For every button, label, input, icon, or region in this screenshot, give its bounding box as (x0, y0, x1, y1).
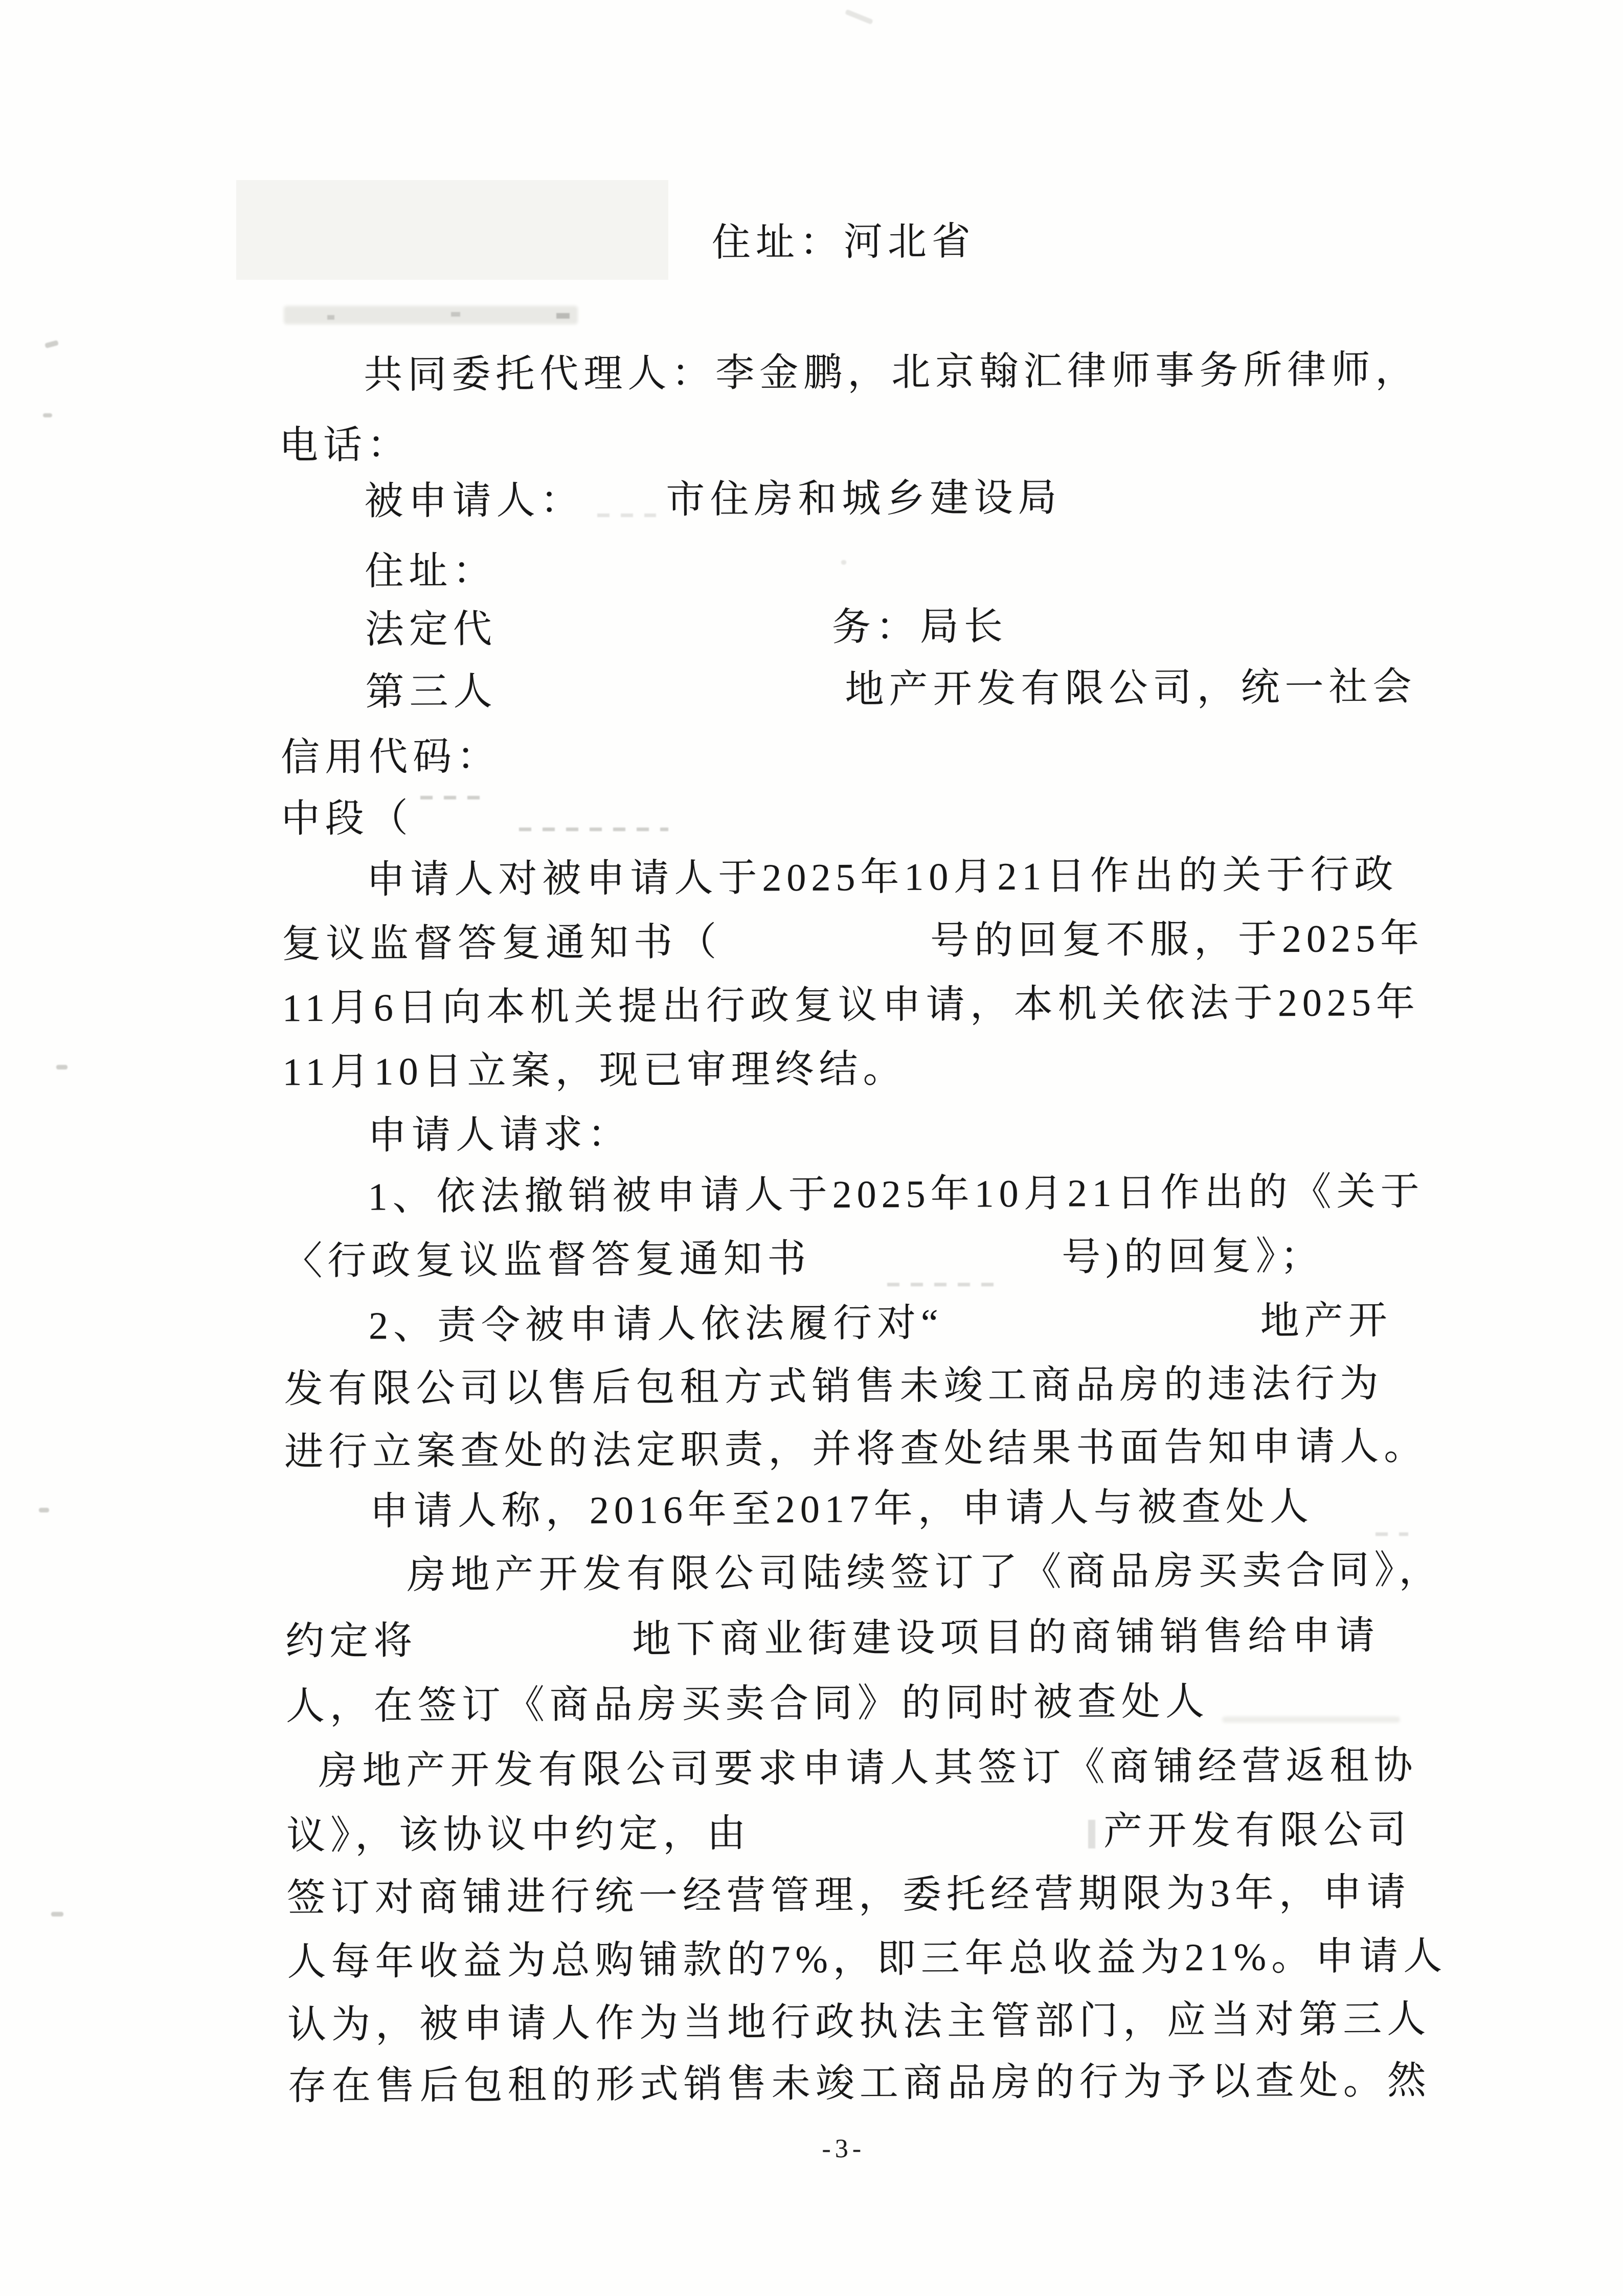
line-case-intro-3 (282, 979, 1420, 1032)
text-segment: 号)的回复》； (1062, 1234, 1324, 1279)
text-segment: 申请人称，2016年至2017年，申请人与被查处人 (369, 1485, 1314, 1533)
text-segment: 法定代 (365, 608, 498, 652)
line-claim-9 (287, 1996, 1431, 2049)
line-claim-2 (407, 1547, 1442, 1599)
text-segment: 约定将 (285, 1619, 418, 1663)
line-claim-6 (286, 1807, 1411, 1860)
redaction-gap (497, 604, 832, 644)
text-segment: 产开发有限公司 (1103, 1808, 1412, 1854)
text-segment: 人，在签订《商品房买卖合同》的同时被查处人 (285, 1680, 1210, 1728)
text-segment: 住址： (365, 549, 497, 593)
line-agent-phone (279, 421, 411, 469)
line-claim-7 (287, 1869, 1411, 1922)
redaction-gap (811, 1234, 1062, 1274)
text-segment: 务：局长 (831, 605, 1008, 649)
text-segment: 11月10日立案，现已审理终结。 (282, 1047, 907, 1094)
text-segment: 认为，被申请人作为当地行政执法主管部门，应当对第三人 (287, 1997, 1431, 2047)
redaction-gap (722, 918, 930, 957)
line-claim-10 (288, 2057, 1431, 2110)
text-segment: 地产开发有限公司，统一社会 (845, 665, 1417, 711)
line-credit-code (281, 733, 501, 781)
text-segment: 发有限公司以售后包租方式销售未竣工商品房的违法行为 (284, 1362, 1384, 1411)
text-segment: 议》，该协议中约定，由 (286, 1812, 751, 1858)
redaction-gap (497, 666, 845, 707)
line-claim-1 (370, 1483, 1314, 1535)
text-segment: 进行立案查处的法定职责，并将查处结果书面告知申请人。 (284, 1424, 1428, 1474)
text-segment: 申请人对被申请人于2025年10月21日作出的关于行政 (366, 853, 1399, 902)
text-segment: 被申请人： (364, 479, 584, 523)
text-segment: 2、责令被申请人依法履行对“ (368, 1301, 943, 1348)
line-claim-3 (285, 1612, 1380, 1665)
line-request-1-1 (368, 1168, 1424, 1221)
line-claim-4 (286, 1678, 1209, 1730)
text-segment: 共同委托代理人：李金鹏，北京翰汇律师事务所律师， (364, 348, 1419, 397)
text-segment: 号的回复不服，于2025年 (930, 917, 1425, 963)
text-segment: 信用代码： (280, 735, 501, 779)
line-claim-8 (287, 1933, 1447, 1986)
line-legal-representative (365, 603, 1008, 654)
redaction-gap (751, 1808, 1103, 1849)
line-respondent-address (365, 547, 497, 595)
text-segment: 中段（ (281, 797, 414, 841)
text-segment: 人每年收益为总购铺款的7%，即三年总收益为21%。申请人 (287, 1934, 1448, 1984)
line-third-party (365, 663, 1416, 716)
text-segment: 电话： (279, 423, 412, 467)
text-segment: 第三人 (365, 670, 498, 714)
text-segment: 〈行政复议监督答复通知书 (283, 1237, 812, 1283)
text-segment: 地下商业街建设项目的商铺销售给申请 (632, 1614, 1380, 1661)
line-case-intro-2 (282, 915, 1424, 968)
redaction-gap (417, 1616, 632, 1656)
text-segment: 地产开 (1260, 1299, 1392, 1343)
redaction-gap (584, 476, 666, 516)
line-request-1-2 (283, 1233, 1324, 1285)
line-joint-agent (364, 346, 1419, 399)
line-request-2-1 (369, 1297, 1392, 1349)
text-segment: 1、依法撤销被申请人于2025年10月21日作出的《关于 (368, 1170, 1425, 1219)
line-respondent (364, 474, 1062, 525)
text-segment: 住址：河北省 (711, 220, 976, 264)
line-request-heading (368, 1111, 632, 1160)
text-segment: 存在售后包租的形式销售未竣工商品房的行为予以查处。然 (287, 2059, 1431, 2108)
text-segment: 房地产开发有限公司要求申请人其签订《商铺经营返租协 (318, 1744, 1418, 1793)
line-applicant-residence (712, 218, 976, 266)
text-segment: 申请人请求： (367, 1112, 632, 1157)
line-request-2-2 (284, 1360, 1383, 1413)
text-segment: 房地产开发有限公司陆续签订了《商品房买卖合同》， (407, 1548, 1443, 1597)
line-address-middle-section (281, 795, 413, 842)
line-case-intro-4 (282, 1045, 907, 1096)
text-segment: 11月6日向本机关提出行政复议申请，本机关依法于2025年 (282, 980, 1421, 1030)
line-request-2-3 (284, 1423, 1428, 1476)
line-case-intro-1 (366, 851, 1398, 904)
line-claim-5 (318, 1742, 1417, 1795)
text-segment: 市住房和城乡建设局 (666, 476, 1062, 522)
text-segment: 复议监督答复通知书（ (281, 920, 722, 966)
page-number: -3- (822, 2134, 866, 2164)
redaction-gap (943, 1298, 1260, 1338)
text-segment: 签订对商铺进行统一经营管理，委托经营期限为3年，申请 (286, 1870, 1411, 1920)
